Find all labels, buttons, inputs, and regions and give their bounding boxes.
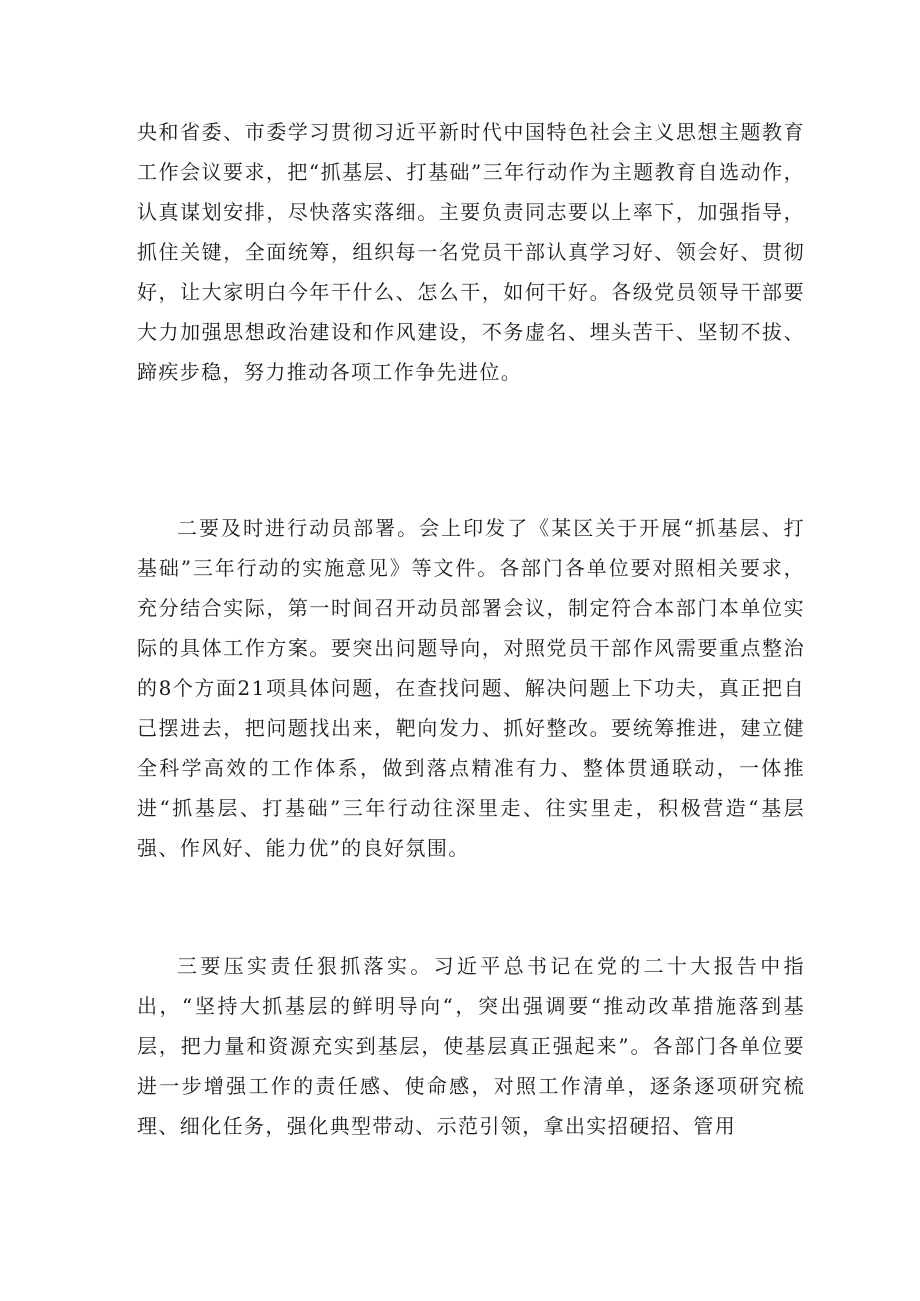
paragraph-mobilization: 二要及时进行动员部署。会上印发了《某区关于开展“抓基层、打基础”三年行动的实施意见》等文件。各部门各单位要对照相关要求，充分结合实际，第一时间召开动员部署会议，制定符合本部门本单位实际的具体工作方案。要突出问题导向，对照党员干部作风需要重点整治的8个方面21项具体问题，在查找问题、解决问题上下功夫，真正把自己摆进去，把问题找出来，靶向发力、抓好整改。要统筹推进，建立健全科学高效的工作体系，做到落点精准有力、整体贯通联动，一体推进“抓基层、打基础”三年行动往深里走、往实里走，积极营造“基层强、作风好、能力优”的良好氛围。 bbox=[137, 516, 805, 860]
paragraph-continued: 央和省委、市委学习贯彻习近平新时代中国特色社会主义思想主题教育工作会议要求，把“抓基层、打基础”三年行动作为主题教育自选动作，认真谋划安排，尽快落实落细。主要负责同志要以上率下，加强指导，抓住关键，全面统筹，组织每一名党员干部认真学习好、领会好、贯彻好，让大家明白今年干什么、怎么干，如何干好。各级党员领导干部要大力加强思想政治建设和作风建设，不务虚名、埋头苦干、坚韧不拔、蹄疾步稳，努力推动各项工作争先进位。 bbox=[137, 120, 805, 384]
paragraph-responsibility: 三要压实责任狠抓落实。习近平总书记在党的二十大报告中指出，“坚持大抓基层的鲜明导向“，突出强调要“推动改革措施落到基层，把力量和资源充实到基层，使基层真正强起来”。各部门各单位要进一步增强工作的责任感、使命感，对照工作清单，逐条逐项研究梳理、细化任务，强化典型带动、示范引领，拿出实招硬招、管用 bbox=[137, 954, 805, 1138]
